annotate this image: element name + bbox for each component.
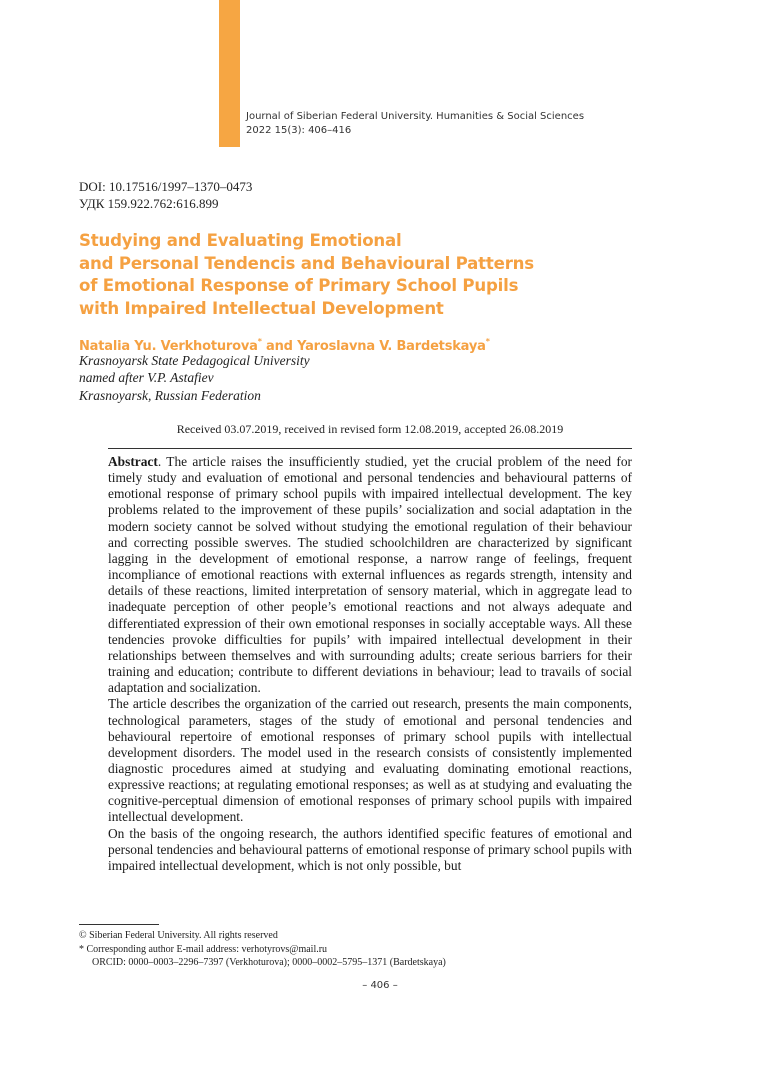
abstract-label: Abstract	[108, 454, 158, 469]
abstract-paragraph: The article describes the organization of the carried out research, presents the main components, technological parameters, stages of the study of emotional and personal tendencies and behavioural repertoire of emotional responses of primary school pupils with intellectual development disorders. The model used in the research consists of consistently implemented diagnostic procedures aimed at studying and evaluating dominating emotional reactions, expressive reactions; at regulating emotional responses; as well as at studying and evaluating the cognitive-perceptual dimension of emotional responses of primary school pupils with impaired intellectual development.	[108, 696, 632, 825]
author-conjunction: and	[261, 339, 298, 354]
corresponding-marker: *	[257, 337, 262, 346]
received-dates: Received 03.07.2019, received in revised form 12.08.2019, accepted 26.08.2019	[176, 422, 564, 436]
affiliation-line: Krasnoyarsk, Russian Federation	[79, 387, 261, 403]
journal-name: Journal of Siberian Federal University. Humanities & Social Sciences	[246, 111, 585, 122]
orcid-note: ORCID: 0000–0003–2296–7397 (Verkhoturova); 0000–0002–5795–1371 (Bardetskaya)	[92, 957, 446, 968]
title-line: and Personal Tendencis and Behavioural Patterns	[79, 253, 534, 273]
title-line: of Emotional Response of Primary School Pupils	[79, 276, 519, 295]
abstract-text: . The article raises the insufficiently studied, yet the crucial problem of the need for timely study and evaluation of emotional and personal tendencies and behavioural patterns of emotional response of primary school pupils with impaired intellectual development. The key problems related to the improvement of these pupils’ socialization and social adaptation in the modern society cannot be solved without studying the emotional regulation of their behaviour and correcting possible swerves. The studied schoolchildren are characterized by significant lagging in the development of emotional response, a narrow range of feelings, frequent incompliance of emotional reactions with external influences as regards strength, intensity and details of these reactions, limited interpretation of sensory material, which in aggregate lead to inadequate perception of other people’s emotional reactions and not always adequate and differentiated expression of their own emotional responses in socially acceptable ways. All these tendencies provoke difficulties for pupils’ with impaired intellectual development in their relationships between themselves and with surrounding adults; create serious barriers for their training and education; contribute to different deviations in behaviour; lead to travails of social adaptation and socialization.	[108, 454, 632, 696]
abstract	[108, 454, 632, 874]
article-identifiers	[79, 178, 252, 212]
udk: УДК 159.922.762:616.899	[79, 196, 219, 211]
journal-header	[246, 110, 584, 138]
affiliation-line: named after V.P. Astafiev	[79, 370, 214, 386]
abstract-paragraph	[108, 454, 632, 696]
abstract-paragraph: On the basis of the ongoing research, the authors identified specific features of emotional and personal tendencies and behavioural patterns of emotional response of primary school pupils with impaired intellectual development, which is not only possible, but	[108, 825, 632, 873]
affiliation	[79, 352, 310, 404]
footnote-divider	[79, 924, 159, 925]
footnotes	[79, 929, 446, 970]
copyright-note: © Siberian Federal University. All rights reserved	[79, 930, 278, 941]
author-name: Yaroslavna V. Bardetskaya	[297, 339, 486, 354]
journal-accent-bar	[219, 0, 240, 147]
author-name: Natalia Yu. Verkhoturova	[79, 339, 258, 354]
abstract-divider	[108, 448, 632, 449]
corresponding-marker: *	[485, 337, 490, 346]
title-line: with Impaired Intellectual Development	[79, 298, 444, 318]
title-line: Studying and Evaluating Emotional	[79, 231, 402, 250]
affiliation-line: Krasnoyarsk State Pedagogical University	[79, 353, 310, 368]
page-number: – 406 –	[362, 980, 398, 991]
corresponding-author-note: * Corresponding author E-mail address: verhotyrovs@mail.ru	[79, 943, 328, 955]
doi: DOI: 10.17516/1997–1370–0473	[79, 179, 253, 194]
article-title	[79, 230, 539, 320]
journal-issue: 2022 15(3): 406–416	[246, 125, 352, 136]
